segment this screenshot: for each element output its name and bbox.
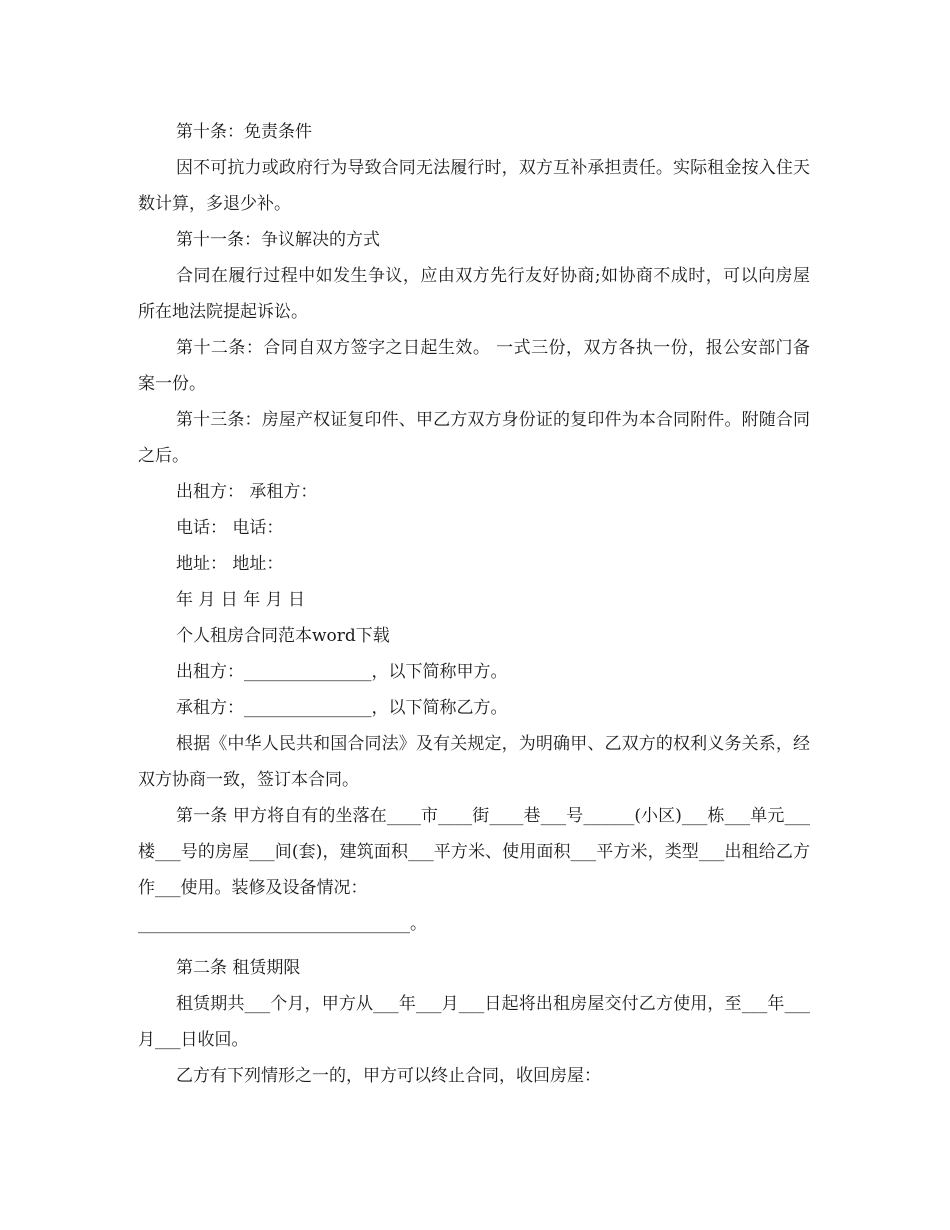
equipment-blank-line: ________________________________。 xyxy=(138,914,427,934)
lessor-line: 出租方：_______________，以下简称甲方。 xyxy=(176,662,508,682)
clause-11-text: 合同在履行过程中如发生争议，应由双方先行友好协商;如协商不成时，可以向房屋所在地法院提起诉讼。 xyxy=(138,266,810,322)
preamble-text: 根据《中华人民共和国合同法》及有关规定，为明确甲、乙双方的权利义务关系，经双方协商一致，签订本合同。 xyxy=(138,734,810,790)
signature-phones: 电话： 电话： xyxy=(176,518,284,538)
clause-13-text: 第十三条：房屋产权证复印件、甲乙方双方身份证的复印件为本合同附件。附随合同之后。 xyxy=(138,410,810,466)
lease-term-text: 租赁期共___个月，甲方从___年___月___日起将出租房屋交付乙方使用，至___年___月___日收回。 xyxy=(138,994,810,1050)
clause-12-text: 第十二条：合同自双方签字之日起生效。 一式三份，双方各执一份，报公安部门备案一份。 xyxy=(138,338,810,394)
clause-10-heading: 第十条：免责条件 xyxy=(176,122,312,142)
clause-11-heading: 第十一条：争议解决的方式 xyxy=(176,230,380,250)
article-2-heading: 第二条 租赁期限 xyxy=(176,958,301,978)
section-title: 个人租房合同范本word下载 xyxy=(176,626,390,646)
clause-10-text: 因不可抗力或政府行为导致合同无法履行时，双方互补承担责任。实际租金按入住天数计算，多退少补。 xyxy=(138,158,810,214)
lessee-line: 承租方：_______________，以下简称乙方。 xyxy=(176,698,508,718)
signature-dates: 年 月 日 年 月 日 xyxy=(176,590,306,610)
article-1-text: 第一条 甲方将自有的坐落在____市____街____巷___号______(小区)___栋___单元___楼___号的房屋___间(套)，建筑面积___平方米、使用面积___平方米，类型___出租给乙方作___使用。装修及设备情况： xyxy=(138,806,810,898)
termination-conditions-text: 乙方有下列情形之一的，甲方可以终止合同，收回房屋： xyxy=(176,1066,601,1086)
signature-parties: 出租方： 承租方： xyxy=(176,482,318,502)
signature-addresses: 地址： 地址： xyxy=(176,554,284,574)
document-body xyxy=(138,114,810,1094)
